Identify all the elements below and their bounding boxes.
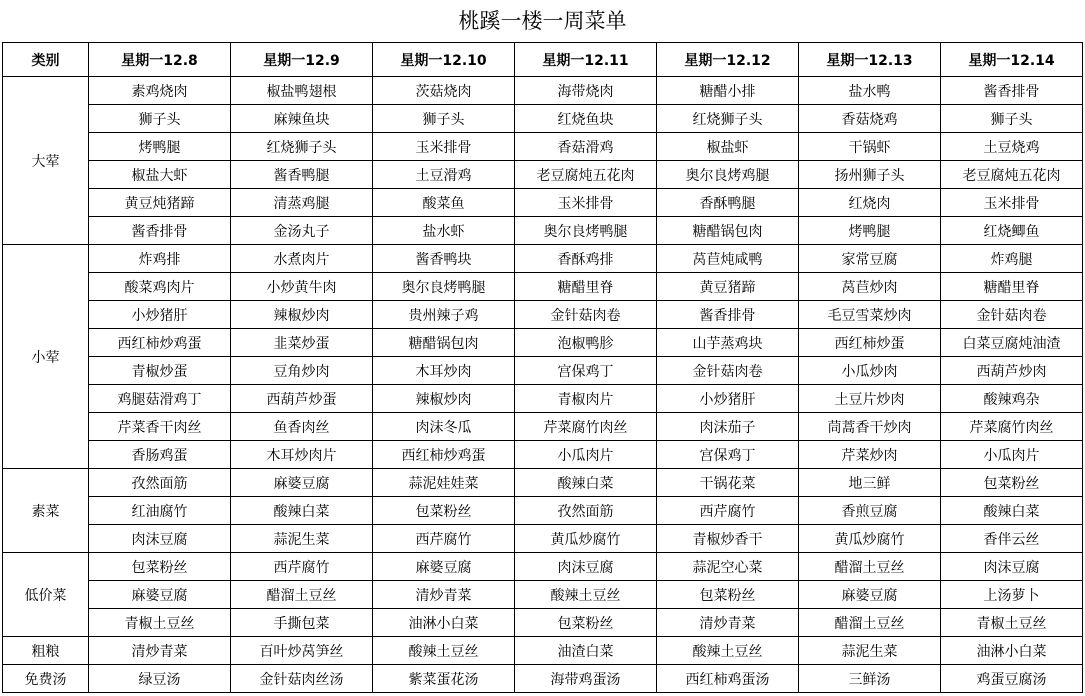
day-header: 星期一12.9 xyxy=(231,43,373,77)
dish-cell: 鸡腿菇滑鸡丁 xyxy=(89,385,231,413)
dish-cell: 蒜泥生菜 xyxy=(799,637,941,665)
dish-cell: 包菜粉丝 xyxy=(515,609,657,637)
table-row xyxy=(3,385,1083,413)
category-cell: 素菜 xyxy=(3,469,89,553)
dish-cell: 西芹腐竹 xyxy=(231,553,373,581)
dish-cell: 醋溜土豆丝 xyxy=(799,553,941,581)
dish-cell: 小炒猪肝 xyxy=(89,301,231,329)
dish-cell: 烤鸭腿 xyxy=(89,133,231,161)
dish-cell: 西红柿鸡蛋汤 xyxy=(657,665,799,693)
table-row xyxy=(3,581,1083,609)
dish-cell: 包菜粉丝 xyxy=(373,497,515,525)
dish-cell: 糖醋锅包肉 xyxy=(373,329,515,357)
category-cell: 大荤 xyxy=(3,77,89,245)
dish-cell: 金针菇肉丝汤 xyxy=(231,665,373,693)
dish-cell: 孜然面筋 xyxy=(515,497,657,525)
dish-cell: 莴苣炒肉 xyxy=(799,273,941,301)
dish-cell: 孜然面筋 xyxy=(89,469,231,497)
dish-cell: 香伴云丝 xyxy=(941,525,1083,553)
day-header: 星期一12.8 xyxy=(89,43,231,77)
dish-cell: 清炒青菜 xyxy=(89,637,231,665)
dish-cell: 醋溜土豆丝 xyxy=(799,609,941,637)
dish-cell: 老豆腐炖五花肉 xyxy=(941,161,1083,189)
dish-cell: 百叶炒莴笋丝 xyxy=(231,637,373,665)
header-row xyxy=(3,43,1083,77)
day-header: 星期一12.11 xyxy=(515,43,657,77)
dish-cell: 家常豆腐 xyxy=(799,245,941,273)
dish-cell: 西葫芦炒蛋 xyxy=(231,385,373,413)
dish-cell: 糖醋里脊 xyxy=(941,273,1083,301)
table-row xyxy=(3,105,1083,133)
dish-cell: 酸辣土豆丝 xyxy=(373,637,515,665)
dish-cell: 玉米排骨 xyxy=(941,189,1083,217)
dish-cell: 海带鸡蛋汤 xyxy=(515,665,657,693)
dish-cell: 奥尔良烤鸭腿 xyxy=(515,217,657,245)
dish-cell: 蒜泥生菜 xyxy=(231,525,373,553)
dish-cell: 鱼香肉丝 xyxy=(231,413,373,441)
dish-cell: 盐水虾 xyxy=(373,217,515,245)
dish-cell: 麻婆豆腐 xyxy=(373,553,515,581)
dish-cell: 芹菜腐竹肉丝 xyxy=(515,413,657,441)
dish-cell: 豆角炒肉 xyxy=(231,357,373,385)
table-row xyxy=(3,245,1083,273)
dish-cell: 红烧鱼块 xyxy=(515,105,657,133)
dish-cell: 肉沫豆腐 xyxy=(89,525,231,553)
dish-cell: 素鸡烧肉 xyxy=(89,77,231,105)
dish-cell: 金针菇肉卷 xyxy=(515,301,657,329)
dish-cell: 芹菜香干肉丝 xyxy=(89,413,231,441)
dish-cell: 土豆片炒肉 xyxy=(799,385,941,413)
table-row xyxy=(3,637,1083,665)
category-cell: 小荤 xyxy=(3,245,89,469)
dish-cell: 鸡蛋豆腐汤 xyxy=(941,665,1083,693)
dish-cell: 油渣白菜 xyxy=(515,637,657,665)
dish-cell: 西葫芦炒肉 xyxy=(941,357,1083,385)
dish-cell: 茼蒿香干炒肉 xyxy=(799,413,941,441)
dish-cell: 肉沫豆腐 xyxy=(941,553,1083,581)
dish-cell: 肉沫冬瓜 xyxy=(373,413,515,441)
dish-cell: 香菇烧鸡 xyxy=(799,105,941,133)
dish-cell: 油淋小白菜 xyxy=(373,609,515,637)
dish-cell: 干锅花菜 xyxy=(657,469,799,497)
dish-cell: 金针菇肉卷 xyxy=(941,301,1083,329)
dish-cell: 酸菜鸡肉片 xyxy=(89,273,231,301)
dish-cell: 宫保鸡丁 xyxy=(515,357,657,385)
dish-cell: 泡椒鸭胗 xyxy=(515,329,657,357)
dish-cell: 手撕包菜 xyxy=(231,609,373,637)
dish-cell: 奥尔良烤鸡腿 xyxy=(657,161,799,189)
dish-cell: 清蒸鸡腿 xyxy=(231,189,373,217)
dish-cell: 包菜粉丝 xyxy=(941,469,1083,497)
dish-cell: 酸辣白菜 xyxy=(941,497,1083,525)
dish-cell: 狮子头 xyxy=(89,105,231,133)
dish-cell: 酱香鸭腿 xyxy=(231,161,373,189)
dish-cell: 油淋小白菜 xyxy=(941,637,1083,665)
dish-cell: 红烧肉 xyxy=(799,189,941,217)
dish-cell: 小炒黄牛肉 xyxy=(231,273,373,301)
dish-cell: 盐水鸭 xyxy=(799,77,941,105)
dish-cell: 椒盐大虾 xyxy=(89,161,231,189)
dish-cell: 白菜豆腐炖油渣 xyxy=(941,329,1083,357)
dish-cell: 酱香鸭块 xyxy=(373,245,515,273)
dish-cell: 椒盐鸭翅根 xyxy=(231,77,373,105)
dish-cell: 三鲜汤 xyxy=(799,665,941,693)
dish-cell: 麻婆豆腐 xyxy=(89,581,231,609)
dish-cell: 黄瓜炒腐竹 xyxy=(515,525,657,553)
table-row xyxy=(3,217,1083,245)
dish-cell: 肉沫茄子 xyxy=(657,413,799,441)
dish-cell: 芹菜炒肉 xyxy=(799,441,941,469)
dish-cell: 香菇滑鸡 xyxy=(515,133,657,161)
day-header: 星期一12.14 xyxy=(941,43,1083,77)
table-row xyxy=(3,357,1083,385)
table-row xyxy=(3,301,1083,329)
dish-cell: 青椒肉片 xyxy=(515,385,657,413)
dish-cell: 木耳炒肉 xyxy=(373,357,515,385)
dish-cell: 紫菜蛋花汤 xyxy=(373,665,515,693)
dish-cell: 红油腐竹 xyxy=(89,497,231,525)
dish-cell: 茨菇烧肉 xyxy=(373,77,515,105)
dish-cell: 绿豆汤 xyxy=(89,665,231,693)
dish-cell: 青椒炒香干 xyxy=(657,525,799,553)
category-header: 类别 xyxy=(3,43,89,77)
dish-cell: 黄豆炖猪蹄 xyxy=(89,189,231,217)
menu-body xyxy=(3,77,1083,693)
dish-cell: 香肠鸡蛋 xyxy=(89,441,231,469)
table-row xyxy=(3,133,1083,161)
dish-cell: 麻辣鱼块 xyxy=(231,105,373,133)
dish-cell: 西红柿炒鸡蛋 xyxy=(373,441,515,469)
dish-cell: 宫保鸡丁 xyxy=(657,441,799,469)
dish-cell: 扬州狮子头 xyxy=(799,161,941,189)
dish-cell: 狮子头 xyxy=(373,105,515,133)
table-row xyxy=(3,329,1083,357)
dish-cell: 毛豆雪菜炒肉 xyxy=(799,301,941,329)
dish-cell: 韭菜炒蛋 xyxy=(231,329,373,357)
dish-cell: 糖醋锅包肉 xyxy=(657,217,799,245)
dish-cell: 炸鸡腿 xyxy=(941,245,1083,273)
dish-cell: 小炒猪肝 xyxy=(657,385,799,413)
weekly-menu-table xyxy=(2,42,1083,693)
dish-cell: 土豆滑鸡 xyxy=(373,161,515,189)
dish-cell: 包菜粉丝 xyxy=(657,581,799,609)
dish-cell: 玉米排骨 xyxy=(373,133,515,161)
dish-cell: 木耳炒肉片 xyxy=(231,441,373,469)
table-row xyxy=(3,413,1083,441)
dish-cell: 清炒青菜 xyxy=(657,609,799,637)
dish-cell: 包菜粉丝 xyxy=(89,553,231,581)
dish-cell: 青椒土豆丝 xyxy=(941,609,1083,637)
dish-cell: 西芹腐竹 xyxy=(373,525,515,553)
dish-cell: 玉米排骨 xyxy=(515,189,657,217)
dish-cell: 海带烧肉 xyxy=(515,77,657,105)
dish-cell: 酸辣土豆丝 xyxy=(657,637,799,665)
dish-cell: 莴苣炖咸鸭 xyxy=(657,245,799,273)
dish-cell: 椒盐虾 xyxy=(657,133,799,161)
table-row xyxy=(3,161,1083,189)
dish-cell: 黄豆猪蹄 xyxy=(657,273,799,301)
dish-cell: 清炒青菜 xyxy=(373,581,515,609)
dish-cell: 糖醋小排 xyxy=(657,77,799,105)
table-row xyxy=(3,497,1083,525)
table-row xyxy=(3,189,1083,217)
dish-cell: 红烧狮子头 xyxy=(231,133,373,161)
table-row xyxy=(3,609,1083,637)
dish-cell: 烤鸭腿 xyxy=(799,217,941,245)
category-cell: 免费汤 xyxy=(3,665,89,693)
dish-cell: 香煎豆腐 xyxy=(799,497,941,525)
dish-cell: 水煮肉片 xyxy=(231,245,373,273)
dish-cell: 小瓜肉片 xyxy=(515,441,657,469)
dish-cell: 香酥鸡排 xyxy=(515,245,657,273)
table-row xyxy=(3,273,1083,301)
dish-cell: 炸鸡排 xyxy=(89,245,231,273)
dish-cell: 狮子头 xyxy=(941,105,1083,133)
dish-cell: 酸菜鱼 xyxy=(373,189,515,217)
dish-cell: 青椒土豆丝 xyxy=(89,609,231,637)
dish-cell: 醋溜土豆丝 xyxy=(231,581,373,609)
dish-cell: 金汤丸子 xyxy=(231,217,373,245)
dish-cell: 辣椒炒肉 xyxy=(373,385,515,413)
dish-cell: 酱香排骨 xyxy=(941,77,1083,105)
dish-cell: 西红柿炒蛋 xyxy=(799,329,941,357)
dish-cell: 麻婆豆腐 xyxy=(799,581,941,609)
table-row xyxy=(3,525,1083,553)
dish-cell: 金针菇肉卷 xyxy=(657,357,799,385)
dish-cell: 酸辣白菜 xyxy=(231,497,373,525)
dish-cell: 酸辣土豆丝 xyxy=(515,581,657,609)
dish-cell: 西芹腐竹 xyxy=(657,497,799,525)
dish-cell: 小瓜炒肉 xyxy=(799,357,941,385)
dish-cell: 糖醋里脊 xyxy=(515,273,657,301)
dish-cell: 香酥鸭腿 xyxy=(657,189,799,217)
dish-cell: 青椒炒蛋 xyxy=(89,357,231,385)
dish-cell: 麻婆豆腐 xyxy=(231,469,373,497)
dish-cell: 黄瓜炒腐竹 xyxy=(799,525,941,553)
table-row xyxy=(3,77,1083,105)
dish-cell: 酸辣鸡杂 xyxy=(941,385,1083,413)
dish-cell: 酸辣白菜 xyxy=(515,469,657,497)
dish-cell: 肉沫豆腐 xyxy=(515,553,657,581)
table-row xyxy=(3,665,1083,693)
category-cell: 低价菜 xyxy=(3,553,89,637)
dish-cell: 红烧狮子头 xyxy=(657,105,799,133)
menu-title: 桃蹊一楼一周菜单 xyxy=(458,9,627,33)
category-cell: 粗粮 xyxy=(3,637,89,665)
dish-cell: 蒜泥娃娃菜 xyxy=(373,469,515,497)
dish-cell: 土豆烧鸡 xyxy=(941,133,1083,161)
table-row xyxy=(3,469,1083,497)
dish-cell: 红烧鲫鱼 xyxy=(941,217,1083,245)
dish-cell: 山芋蒸鸡块 xyxy=(657,329,799,357)
dish-cell: 芹菜腐竹肉丝 xyxy=(941,413,1083,441)
day-header: 星期一12.12 xyxy=(657,43,799,77)
dish-cell: 贵州辣子鸡 xyxy=(373,301,515,329)
dish-cell: 地三鲜 xyxy=(799,469,941,497)
table-row xyxy=(3,553,1083,581)
dish-cell: 西红柿炒鸡蛋 xyxy=(89,329,231,357)
day-header: 星期一12.13 xyxy=(799,43,941,77)
day-header: 星期一12.10 xyxy=(373,43,515,77)
table-row xyxy=(3,441,1083,469)
dish-cell: 奥尔良烤鸭腿 xyxy=(373,273,515,301)
dish-cell: 小瓜肉片 xyxy=(941,441,1083,469)
dish-cell: 老豆腐炖五花肉 xyxy=(515,161,657,189)
dish-cell: 干锅虾 xyxy=(799,133,941,161)
dish-cell: 酱香排骨 xyxy=(657,301,799,329)
dish-cell: 酱香排骨 xyxy=(89,217,231,245)
dish-cell: 蒜泥空心菜 xyxy=(657,553,799,581)
dish-cell: 辣椒炒肉 xyxy=(231,301,373,329)
dish-cell: 上汤萝卜 xyxy=(941,581,1083,609)
